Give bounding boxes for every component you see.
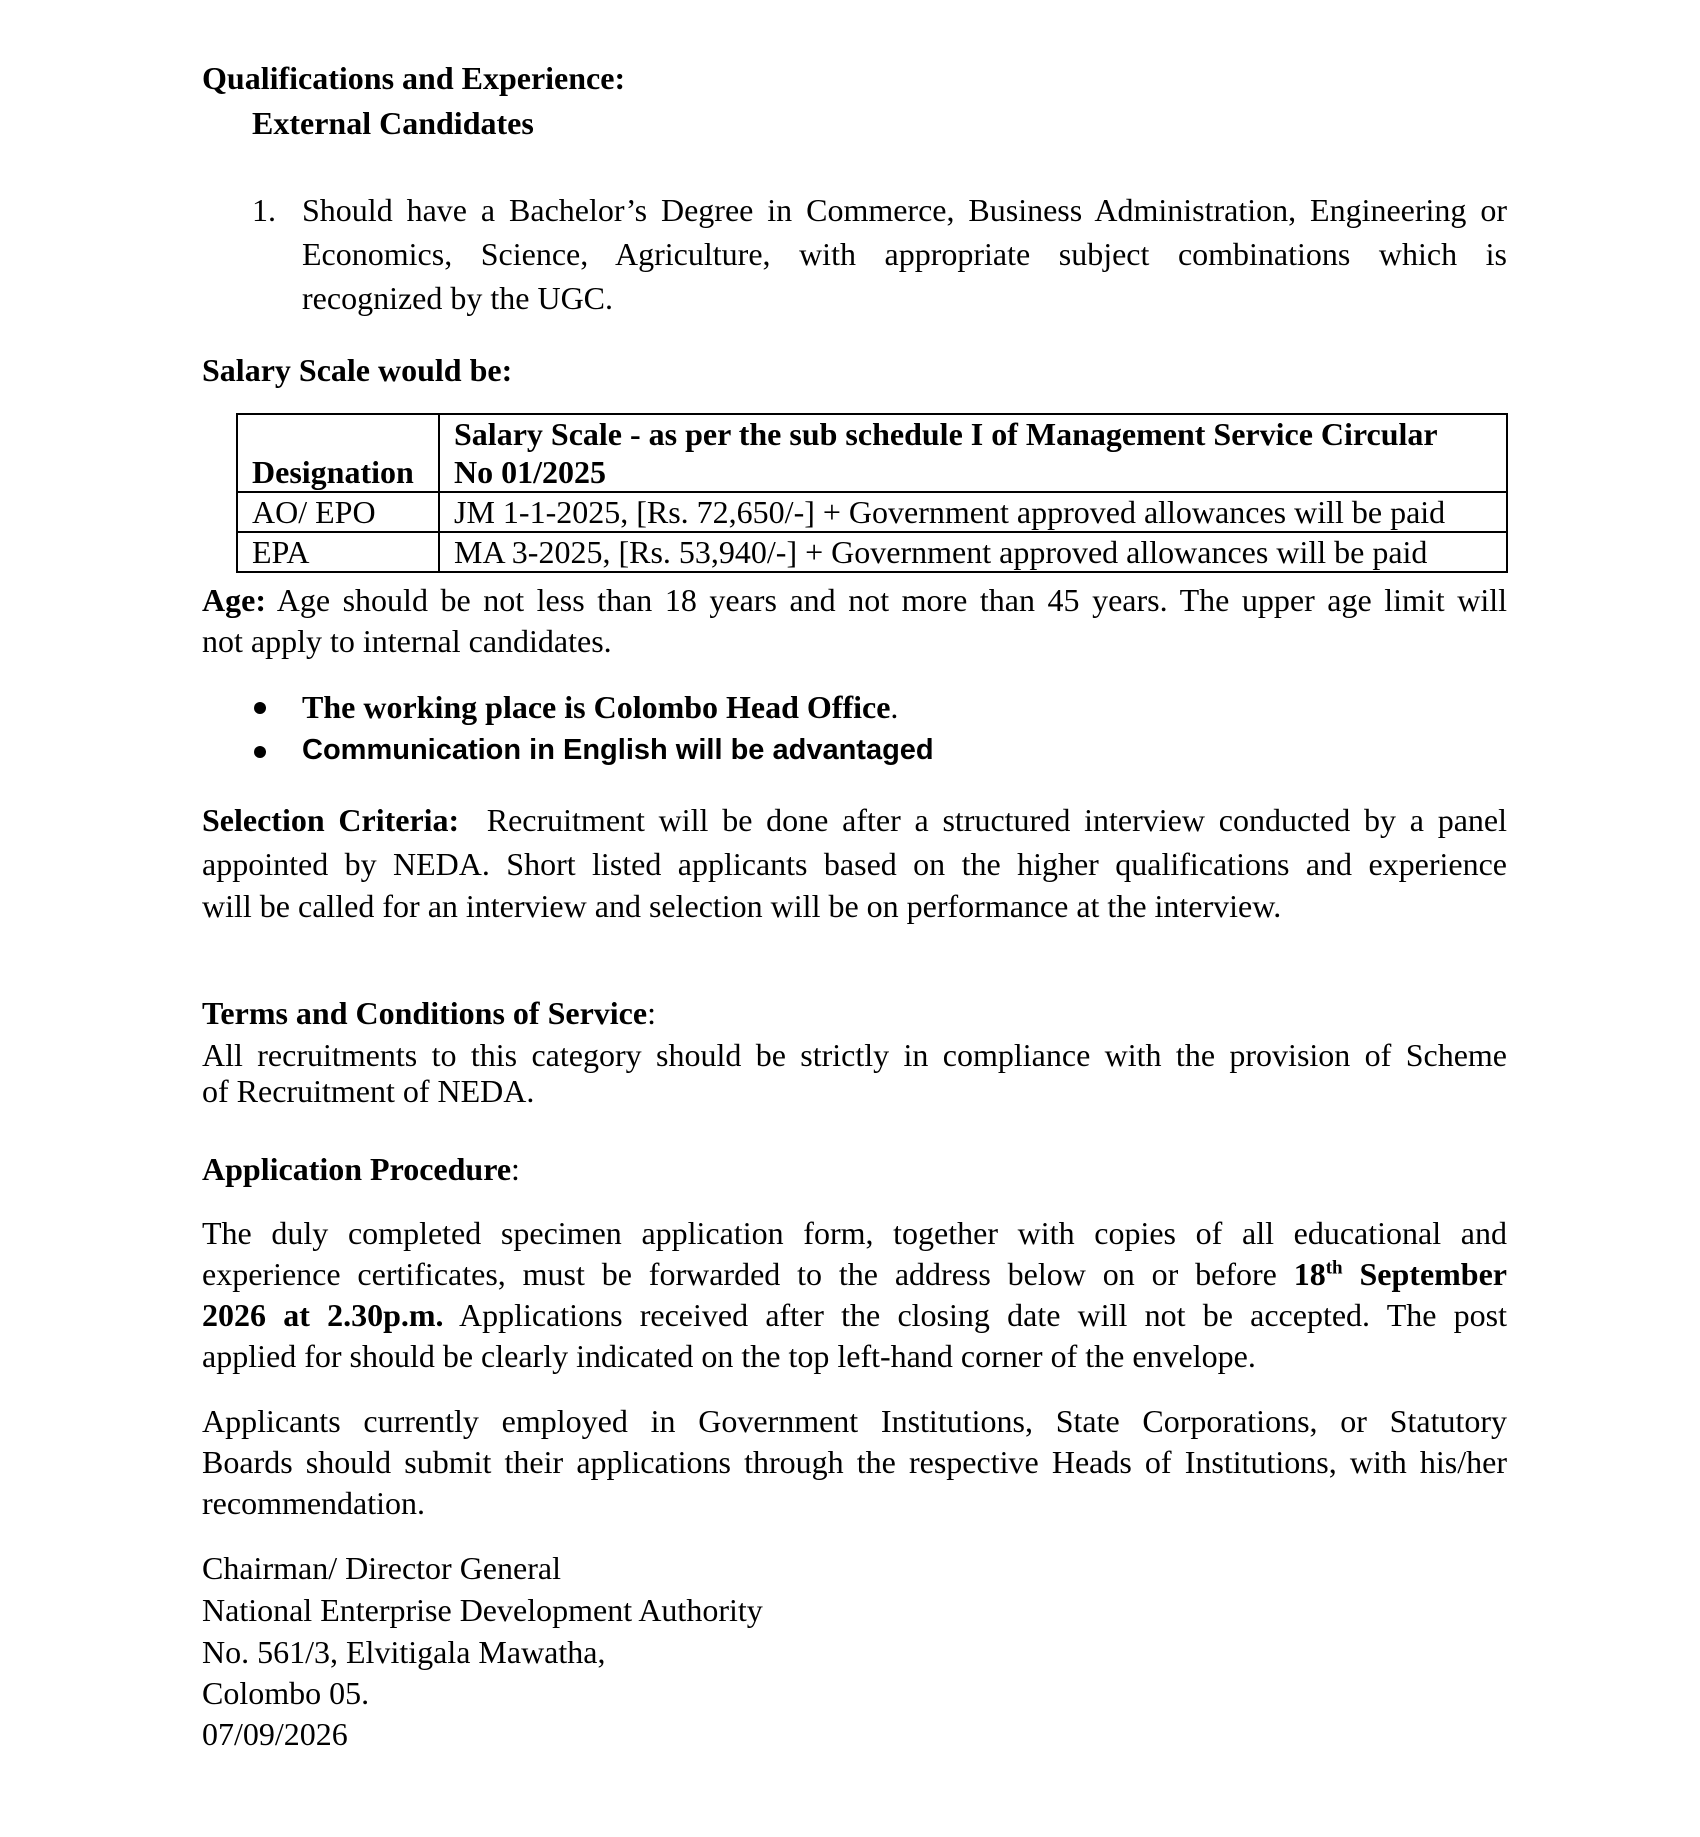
header-salary-scale xyxy=(439,414,1507,492)
salary-scale-heading: Salary Scale would be: xyxy=(202,352,513,388)
qualification-item-line-3: recognized by the UGC. xyxy=(302,280,614,316)
qualification-item-number: 1. xyxy=(252,192,276,228)
bullet-item-working-place-end: . xyxy=(890,689,899,725)
procedure-p1-line-3 xyxy=(202,1295,1507,1335)
procedure-p1-line-2 xyxy=(202,1254,1507,1294)
external-candidates-subheading: External Candidates xyxy=(252,105,534,141)
closing-date-suffix: th xyxy=(1325,1257,1343,1279)
procedure-p1-line-4: applied for should be clearly indicated on the top left-hand corner of the envelope. xyxy=(202,1338,1256,1374)
procedure-p1-line-3-text: Applications received after the closing date will not be accepted. The post xyxy=(443,1297,1508,1333)
table-row xyxy=(237,532,1507,572)
terms-heading-line xyxy=(202,993,656,1033)
designation-cell: AO/ EPO xyxy=(237,492,439,532)
salary-table xyxy=(236,413,1508,573)
header-salary-scale-line-1: Salary Scale - as per the sub schedule I of Management Service Circular xyxy=(454,416,1438,452)
selection-label: Selection Criteria: xyxy=(202,802,460,838)
bullet-item-working-place-bold: The working place is Colombo Head Office xyxy=(302,689,891,725)
bullet-item-working-place xyxy=(302,687,898,727)
address-line-1: Chairman/ Director General xyxy=(202,1550,561,1586)
selection-text-1: Recruitment will be done after a structured interview conducted by a panel xyxy=(486,802,1508,838)
selection-line-3: will be called for an interview and selection will be on performance at the interview. xyxy=(202,888,1282,924)
terms-line-1: All recruitments to this category should be strictly in compliance with the provision of Scheme xyxy=(202,1037,1507,1073)
closing-date xyxy=(1294,1256,1507,1292)
bullet-icon xyxy=(254,702,266,714)
closing-date-month: September xyxy=(1342,1256,1508,1292)
procedure-colon: : xyxy=(511,1151,520,1187)
salary-scale-cell: JM 1-1-2025, [Rs. 72,650/-] + Government approved allowances will be paid xyxy=(439,492,1507,532)
address-line-3: No. 561/3, Elvitigala Mawatha, xyxy=(202,1634,606,1670)
qualification-item-line-2: Economics, Science, Agriculture, with appropriate subject combinations which is xyxy=(302,236,1507,272)
age-label: Age: xyxy=(202,582,266,618)
closing-date-day: 18 xyxy=(1293,1256,1326,1292)
age-line-1 xyxy=(202,580,1507,620)
salary-scale-cell: MA 3-2025, [Rs. 53,940/-] + Government approved allowances will be paid xyxy=(439,532,1507,572)
salary-table-header-row xyxy=(237,414,1507,492)
header-salary-scale-line-2: No 01/2025 xyxy=(454,454,606,490)
qualification-item-line-1: Should have a Bachelor’s Degree in Commerce, Business Administration, Engineering or xyxy=(302,192,1507,228)
designation-cell: EPA xyxy=(237,532,439,572)
bullet-icon xyxy=(254,746,266,758)
procedure-p2-line-1: Applicants currently employed in Government Institutions, State Corporations, or Statutory xyxy=(202,1403,1507,1439)
age-text-1: Age should be not less than 18 years and not more than 45 years. The upper age limit will xyxy=(265,582,1507,618)
procedure-p1-line-2-text: experience certificates, must be forwarded to the address below on or before xyxy=(202,1256,1294,1292)
procedure-heading-line xyxy=(202,1149,520,1189)
address-line-2: National Enterprise Development Authority xyxy=(202,1592,763,1628)
terms-line-2: of Recruitment of NEDA. xyxy=(202,1073,535,1109)
bullet-item-communication: Communication in English will be advantaged xyxy=(302,734,934,766)
closing-time: 2026 at 2.30p.m. xyxy=(202,1297,444,1333)
address-line-4: Colombo 05. xyxy=(202,1675,370,1711)
terms-heading: Terms and Conditions of Service xyxy=(202,995,648,1031)
qualifications-heading: Qualifications and Experience: xyxy=(202,60,626,96)
selection-line-2: appointed by NEDA. Short listed applicants based on the higher qualifications and experience xyxy=(202,846,1507,882)
table-row xyxy=(237,492,1507,532)
document-date: 07/09/2026 xyxy=(202,1716,348,1752)
procedure-heading: Application Procedure xyxy=(202,1151,512,1187)
age-line-2: not apply to internal candidates. xyxy=(202,623,612,659)
header-designation: Designation xyxy=(237,414,439,492)
procedure-p2-line-2: Boards should submit their applications through the respective Heads of Institutions, with his/her xyxy=(202,1444,1507,1480)
procedure-p2-line-3: recommendation. xyxy=(202,1485,426,1521)
selection-line-1 xyxy=(202,800,1507,840)
terms-colon: : xyxy=(647,995,656,1031)
procedure-p1-line-1: The duly completed specimen application form, together with copies of all educational and xyxy=(202,1215,1507,1251)
